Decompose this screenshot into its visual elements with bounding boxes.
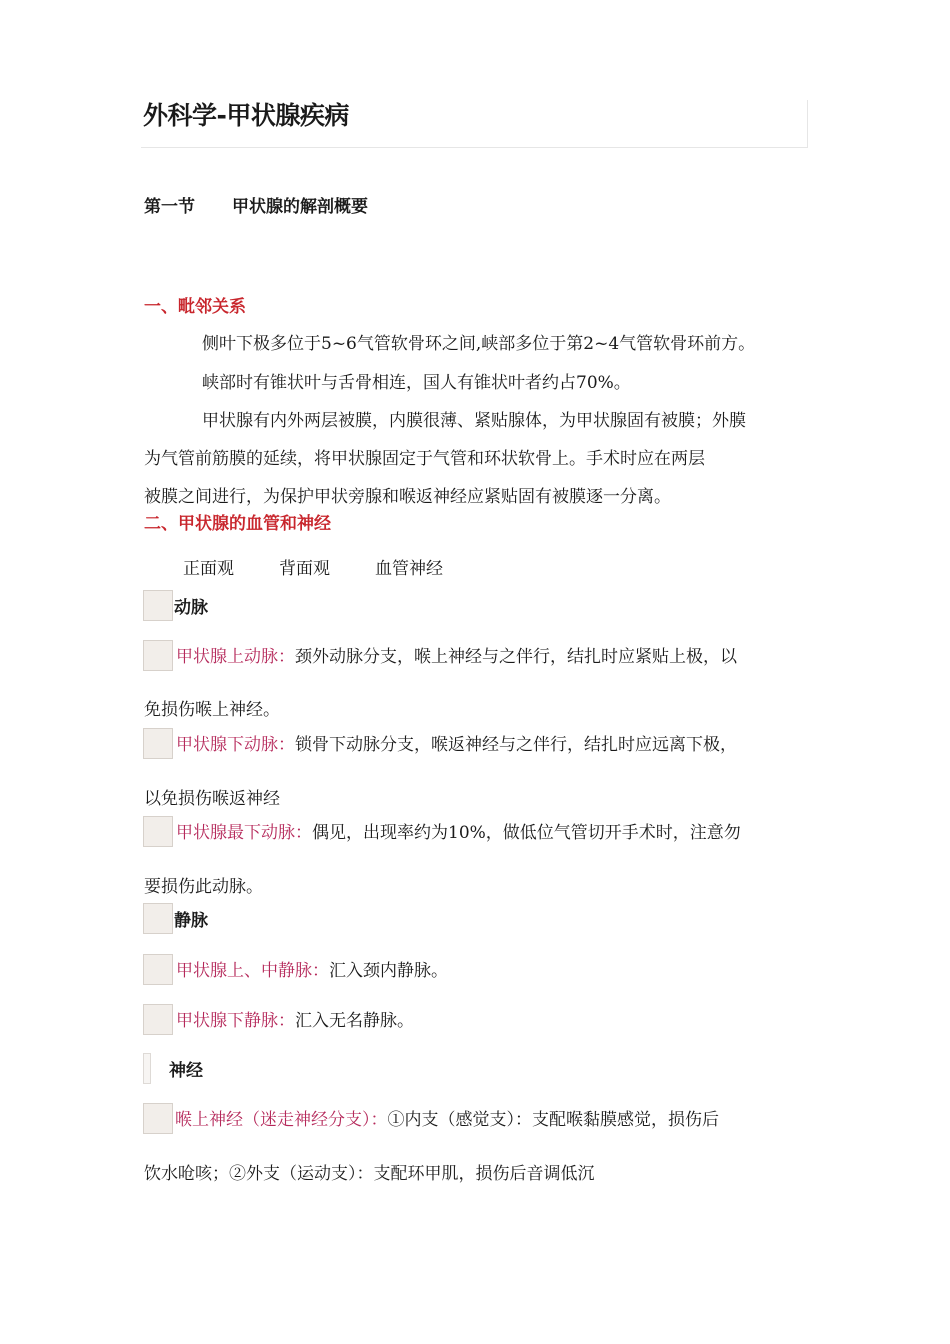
- heading-veins: 静脉: [174, 911, 208, 931]
- heading-adjacent-relations: 一、毗邻关系: [144, 297, 246, 317]
- artery-text: 颈外动脉分支，喉上神经与之伴行，结扎时应紧贴上极，以: [295, 647, 737, 667]
- image-placeholder: [143, 640, 173, 671]
- paragraph-line: 峡部时有锥状叶与舌骨相连，国人有锥状叶者约占70%。: [202, 373, 631, 393]
- nerve-item: [175, 1105, 719, 1130]
- heading-vessels-nerves: 二、甲状腺的血管和神经: [144, 514, 331, 534]
- paragraph-line: 为气管前筋膜的延续，将甲状腺固定于气管和环状软骨上。手术时应在两层: [144, 449, 705, 469]
- image-placeholder: [143, 816, 173, 847]
- artery-item-continued: 要损伤此动脉。: [144, 877, 263, 897]
- tab-vessels-nerves[interactable]: 血管神经: [375, 559, 443, 579]
- artery-item: [176, 642, 737, 667]
- artery-item: [176, 730, 737, 755]
- artery-item: [176, 818, 741, 843]
- artery-term: 甲状腺上动脉：: [176, 647, 295, 667]
- paragraph-line: 甲状腺有内外两层被膜，内膜很薄、紧贴腺体，为甲状腺固有被膜；外膜: [202, 411, 746, 431]
- paragraph-line: 侧叶下极多位于5~6气管软骨环之间,峡部多位于第2~4气管软骨环前方。: [202, 334, 756, 354]
- vein-text: 汇入无名静脉。: [295, 1011, 414, 1031]
- vein-item: [176, 956, 448, 981]
- vein-term: 甲状腺上、中静脉：: [176, 961, 329, 981]
- image-placeholder: [143, 590, 173, 621]
- document-title: 外科学-甲状腺疾病: [143, 101, 349, 130]
- artery-term: 甲状腺最下动脉：: [176, 823, 312, 843]
- artery-text: 偶见，出现率约为10%，做低位气管切开手术时，注意勿: [312, 823, 741, 843]
- image-placeholder: [143, 903, 173, 934]
- image-placeholder: [143, 728, 173, 759]
- artery-item-continued: 免损伤喉上神经。: [144, 700, 280, 720]
- heading-nerves: 神经: [169, 1061, 203, 1081]
- section-title: 甲状腺的解剖概要: [232, 197, 368, 217]
- vein-term: 甲状腺下静脉：: [176, 1011, 295, 1031]
- image-placeholder: [143, 1103, 173, 1134]
- paragraph-line: 被膜之间进行，为保护甲状旁腺和喉返神经应紧贴固有被膜逐一分离。: [144, 487, 671, 507]
- artery-term: 甲状腺下动脉：: [176, 735, 295, 755]
- image-placeholder: [143, 1053, 151, 1084]
- artery-item-continued: 以免损伤喉返神经: [144, 789, 280, 809]
- tab-back-view[interactable]: 背面观: [279, 559, 330, 579]
- artery-text: 锁骨下动脉分支，喉返神经与之伴行，结扎时应远离下极，: [295, 735, 737, 755]
- nerve-text: ①内支（感觉支）：支配喉黏膜感觉，损伤后: [387, 1110, 719, 1130]
- vein-item: [176, 1006, 414, 1031]
- section-number: 第一节: [144, 197, 195, 217]
- heading-arteries: 动脉: [174, 598, 208, 618]
- tab-front-view[interactable]: 正面观: [183, 559, 234, 579]
- vein-text: 汇入颈内静脉。: [329, 961, 448, 981]
- image-placeholder: [143, 954, 173, 985]
- nerve-item-continued: 饮水呛咳；②外支（运动支）：支配环甲肌，损伤后音调低沉: [144, 1164, 595, 1184]
- nerve-term: 喉上神经（迷走神经分支）：: [175, 1110, 388, 1130]
- image-placeholder: [143, 1004, 173, 1035]
